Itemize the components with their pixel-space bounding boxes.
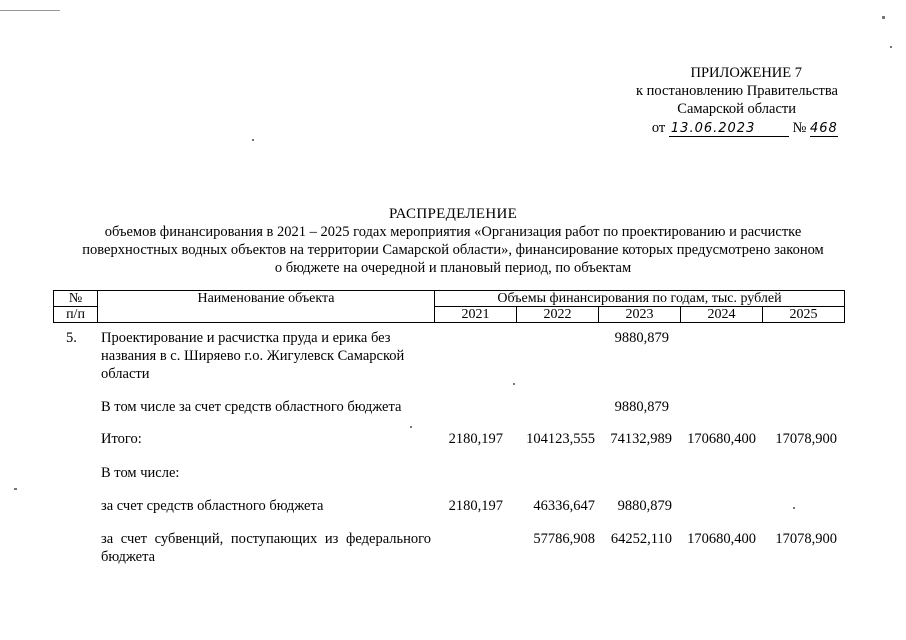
decree-number: 468	[810, 121, 838, 136]
heading-line-2: поверхностных водных объектов на территории Самарской области», финансирование которых предусмотрено законом	[82, 242, 824, 258]
value-2021: 2180,197	[448, 498, 503, 514]
value-2023: 9880,879	[617, 498, 672, 514]
value-2023: 74132,989	[610, 431, 672, 447]
appendix-decree-line: к постановлению Правительства	[636, 83, 838, 99]
scan-mark	[252, 139, 254, 141]
document-heading	[40, 205, 866, 277]
header-funding: Объемы финансирования по годам, тыс. рублей	[435, 291, 845, 307]
scan-mark	[410, 426, 412, 428]
scan-mark	[14, 488, 17, 490]
value-2023: 64252,110	[610, 531, 672, 547]
value-2024: 170680,400	[687, 531, 756, 547]
scan-mark	[890, 46, 892, 48]
value-2023: 9880,879	[614, 399, 669, 415]
header-year-2025: 2025	[763, 307, 845, 323]
table-header	[53, 290, 845, 323]
header-num-bottom: п/п	[54, 307, 98, 323]
row-name: В том числе за счет средств областного бюджета	[101, 399, 402, 415]
row-name: Итого:	[101, 431, 142, 447]
heading-line-1: объемов финансирования в 2021 – 2025 годах мероприятия «Организация работ по проектированию и расчистке	[104, 224, 802, 240]
row-number: 5.	[66, 330, 77, 346]
value-2023: 9880,879	[614, 330, 669, 346]
header-name: Наименование объекта	[98, 291, 435, 323]
appendix-block	[578, 64, 838, 137]
appendix-date-row	[578, 119, 838, 137]
value-2022: 104123,555	[526, 431, 595, 447]
value-2024: 170680,400	[687, 431, 756, 447]
appendix-region-line: Самарской области	[677, 101, 796, 117]
value-2022: 46336,647	[533, 498, 595, 514]
row-name: за счет субвенций, поступающих из федерального бюджета	[101, 531, 431, 565]
appendix-title: ПРИЛОЖЕНИЕ 7	[690, 65, 802, 81]
heading-line-3: о бюджете на очередной и плановый период, по объектам	[274, 260, 632, 276]
scan-mark	[882, 16, 885, 19]
header-year-2024: 2024	[681, 307, 763, 323]
header-num-top: №	[54, 291, 98, 307]
row-name: за счет средств областного бюджета	[101, 498, 324, 514]
decree-date: 13.06.2023	[669, 121, 789, 137]
scan-mark	[793, 507, 795, 509]
row-name: В том числе:	[101, 465, 180, 481]
scan-mark	[0, 10, 60, 11]
date-prefix: от	[651, 120, 666, 136]
value-2025: 17078,900	[775, 431, 837, 447]
value-2022: 57786,908	[533, 531, 595, 547]
number-prefix: №	[792, 120, 807, 136]
header-year-2023: 2023	[599, 307, 681, 323]
value-2021: 2180,197	[448, 431, 503, 447]
heading-title: РАСПРЕДЕЛЕНИЕ	[388, 206, 518, 222]
scan-mark	[513, 383, 515, 385]
header-year-2021: 2021	[435, 307, 517, 323]
value-2025: 17078,900	[775, 531, 837, 547]
row-name: Проектирование и расчистка пруда и ерика без названия в с. Ширяево г.о. Жигулевск Самарской области	[101, 330, 405, 382]
header-year-2022: 2022	[517, 307, 599, 323]
